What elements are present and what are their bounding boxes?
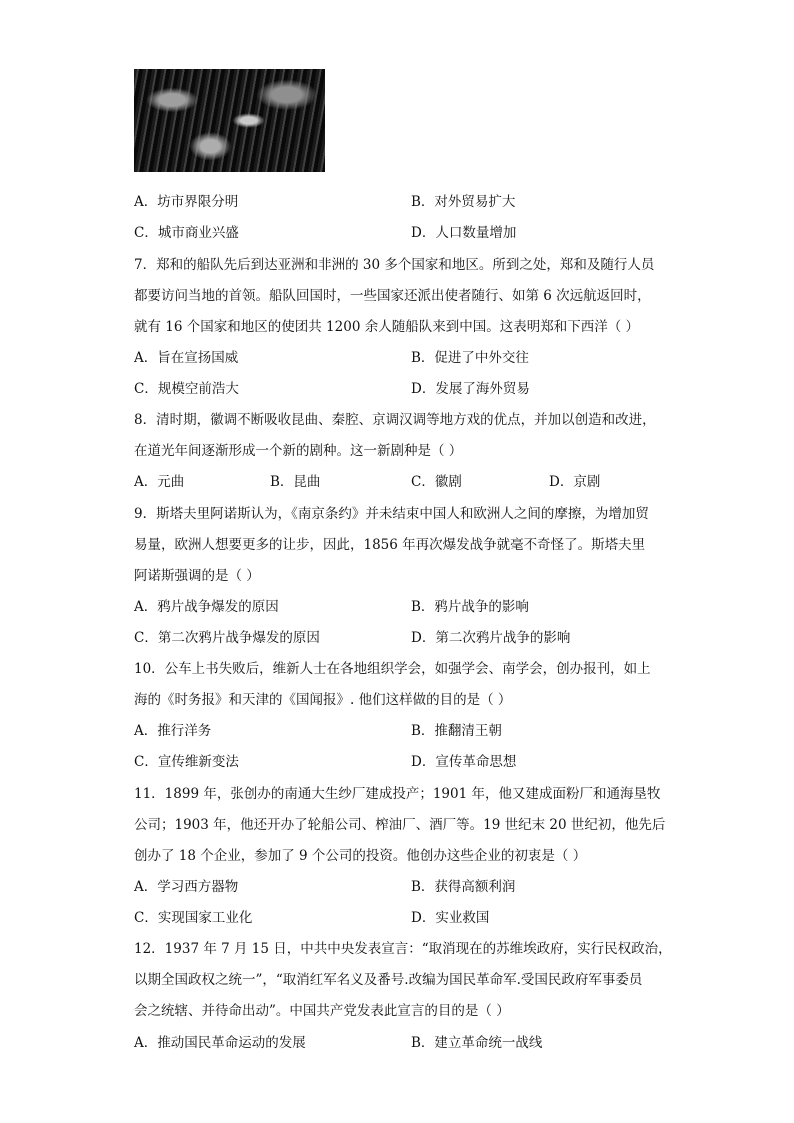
option-c: C．城市商业兴盛	[134, 225, 239, 241]
question-text: 易量，欧洲人想要更多的让步，因此，1856 年再次爆发战争就毫不奇怪了。斯塔夫里	[134, 537, 646, 553]
option-c: C．第二次鸦片战争爆发的原因	[134, 630, 320, 646]
question-text: 海的《时务报》和天津的《国闻报》. 他们这样做的目的是（ ）	[134, 692, 512, 708]
question-text: 7．郑和的船队先后到达亚洲和非洲的 30 多个国家和地区。所到之处，郑和及随行人员	[134, 257, 655, 273]
question-text: 阿诺斯强调的是（ ）	[134, 568, 260, 584]
question-text: 在道光年间逐渐形成一个新的剧种。这一新剧种是（ ）	[134, 443, 463, 459]
question-text: 9．斯塔夫里阿诺斯认为，《南京条约》并未结束中国人和欧洲人之间的摩擦，为增加贸	[134, 506, 649, 522]
option-b: B．对外贸易扩大	[411, 194, 516, 210]
question-text: 公司；1903 年，他还开办了轮船公司、榨油厂、酒厂等。19 世纪末 20 世纪初，他先后	[134, 817, 666, 833]
option-b: B．建立革命统一战线	[411, 1035, 543, 1051]
question-text: 8．清时期，徽调不断吸收昆曲、秦腔、京调汉调等地方戏的优点，并加以创造和改进，	[134, 412, 656, 428]
option-c: C．规模空前浩大	[134, 381, 239, 397]
option-d: D．第二次鸦片战争的影响	[411, 630, 571, 646]
question-photo	[134, 69, 325, 172]
option-b: B．促进了中外交往	[411, 350, 529, 366]
question-text: 11．1899 年，张创办的南通大生纱厂建成投产；1901 年，他又建成面粉厂和通海垦牧	[134, 786, 661, 802]
option-d: D．京剧	[549, 474, 601, 490]
option-c: C．宣传维新变法	[134, 754, 239, 770]
option-d: D．实业救国	[411, 910, 490, 926]
option-c: C．实现国家工业化	[134, 910, 253, 926]
question-text: 创办了 18 个企业，参加了 9 个公司的投资。他创办这些企业的初衷是（ ）	[134, 848, 587, 864]
option-a: A．元曲	[134, 474, 185, 490]
option-d: D．人口数量增加	[411, 225, 517, 241]
option-a: A．鸦片战争爆发的原因	[134, 599, 279, 615]
option-c: C．徽剧	[411, 474, 462, 490]
option-a: A．学习西方器物	[134, 879, 239, 895]
question-text: 会之统辖、并待命出动”。中国共产党发表此宣言的目的是（ ）	[134, 1003, 510, 1019]
option-a: A．推行洋务	[134, 723, 212, 739]
option-a: A．坊市界限分明	[134, 194, 239, 210]
option-a: A．旨在宣扬国威	[134, 350, 239, 366]
option-d: D．宣传革命思想	[411, 754, 517, 770]
question-text: 以期全国政权之统一”，“取消红军名义及番号.改编为国民革命军.受国民政府军事委员	[134, 972, 643, 988]
option-b: B．推翻清王朝	[411, 723, 502, 739]
option-a: A．推动国民革命运动的发展	[134, 1035, 306, 1051]
question-text: 就有 16 个国家和地区的使团共 1200 余人随船队来到中国。这表明郑和下西洋（ ）	[134, 319, 639, 335]
option-b: B．昆曲	[270, 474, 321, 490]
option-b: B．获得高额利润	[411, 879, 516, 895]
question-text: 都要访问当地的首领。船队回国时，一些国家还派出使者随行、如第 6 次远航返回时，	[134, 288, 651, 304]
question-text: 10．公车上书失败后，维新人士在各地组织学会，如强学会、南学会，创办报刊，如上	[134, 661, 651, 677]
option-b: B．鸦片战争的影响	[411, 599, 529, 615]
question-text: 12．1937 年 7 月 15 日，中共中央发表宣言：“取消现在的苏维埃政府，实行民权政治，	[134, 941, 672, 957]
option-d: D．发展了海外贸易	[411, 381, 530, 397]
